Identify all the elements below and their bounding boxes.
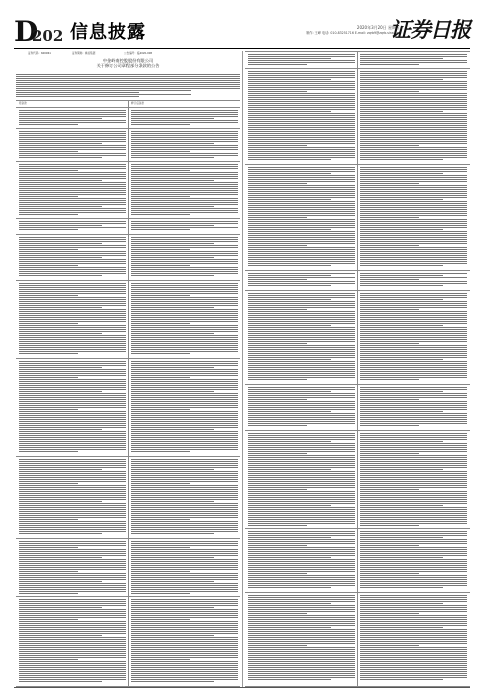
stock-abbr-label: 证券简称：株冶集团 bbox=[72, 52, 96, 55]
table-cell-text bbox=[248, 531, 355, 589]
table-rule bbox=[16, 280, 240, 281]
table-cell-text bbox=[19, 164, 126, 216]
table-cell-text bbox=[19, 459, 126, 535]
table-rule bbox=[16, 456, 240, 457]
page-bottom-rule bbox=[14, 687, 470, 688]
table-cell-text bbox=[19, 361, 126, 453]
table-rule bbox=[245, 592, 470, 593]
table-column-rule bbox=[357, 51, 358, 686]
table-rule bbox=[245, 686, 470, 687]
table-rule bbox=[245, 68, 470, 69]
table-cell-text bbox=[360, 595, 467, 681]
table-cell-text bbox=[19, 541, 126, 595]
table-rule bbox=[245, 164, 470, 165]
newspaper-logo: 证券日报 bbox=[390, 17, 470, 42]
company-name: 中金岭南控股股份有限公司 bbox=[102, 58, 154, 63]
table-cell-text bbox=[131, 599, 238, 683]
masthead bbox=[14, 15, 470, 49]
table-rule bbox=[16, 161, 240, 162]
table-cell-text bbox=[360, 293, 467, 381]
table-rule bbox=[245, 528, 470, 529]
table-cell-text bbox=[248, 273, 355, 287]
column-header-original: 原条款 bbox=[19, 102, 27, 105]
table-rule bbox=[16, 218, 240, 219]
column-header-revised: 修订后条款 bbox=[131, 102, 144, 105]
table-cell-text bbox=[131, 283, 238, 355]
table-cell-text bbox=[131, 221, 238, 231]
table-cell-text bbox=[360, 531, 467, 589]
page-half-divider bbox=[242, 51, 243, 687]
table-cell-text bbox=[360, 387, 467, 427]
announcement-number: 公告编号：临2020-008 bbox=[124, 52, 153, 55]
table-cell-text bbox=[19, 221, 126, 231]
table-cell-text bbox=[131, 541, 238, 595]
notice-headline bbox=[16, 52, 240, 72]
table-rule bbox=[16, 538, 240, 539]
section-letter: D bbox=[14, 15, 39, 48]
table-rule bbox=[245, 270, 470, 271]
table-cell-text bbox=[19, 110, 126, 126]
table-cell-text bbox=[131, 164, 238, 216]
table-cell-text bbox=[19, 283, 126, 355]
masthead-date: 2020年3月20日 星期五 bbox=[356, 25, 400, 30]
notice-code-row bbox=[16, 52, 240, 56]
table-cell-text bbox=[19, 131, 126, 159]
stock-code-label: 证券代码：600961 bbox=[28, 52, 51, 55]
section-title: 信息披露 bbox=[70, 22, 146, 43]
table-rule bbox=[245, 430, 470, 431]
table-rule bbox=[16, 358, 240, 359]
table-cell-text bbox=[19, 599, 126, 683]
table-rule bbox=[245, 290, 470, 291]
table-cell-text bbox=[248, 54, 355, 66]
table-cell-text bbox=[248, 387, 355, 427]
table-cell-text bbox=[360, 167, 467, 267]
table-cell-text bbox=[360, 71, 467, 161]
table-cell-text bbox=[131, 131, 238, 159]
table-cell-text bbox=[360, 433, 467, 527]
table-rule bbox=[245, 384, 470, 385]
table-cell-text bbox=[248, 433, 355, 527]
table-cell-text bbox=[131, 459, 238, 535]
table-cell-text bbox=[248, 595, 355, 681]
table-cell-text bbox=[131, 110, 238, 126]
table-cell-text bbox=[360, 273, 467, 287]
table-cell-text bbox=[248, 167, 355, 267]
table-cell-text bbox=[131, 361, 238, 453]
notice-title: 关于修订公司章程部分条款的公告 bbox=[96, 63, 160, 68]
table-rule bbox=[16, 596, 240, 597]
table-cell-text bbox=[131, 237, 238, 277]
table-cell-text bbox=[19, 237, 126, 277]
intro-paragraph bbox=[16, 74, 240, 98]
table-cell-text bbox=[248, 293, 355, 381]
table-rule bbox=[16, 234, 240, 235]
table-cell-text bbox=[248, 71, 355, 161]
table-column-rule bbox=[128, 100, 129, 686]
section-number: 202 bbox=[32, 27, 64, 45]
table-rule bbox=[16, 686, 240, 687]
table-rule bbox=[16, 128, 240, 129]
table-cell-text bbox=[360, 54, 467, 66]
masthead-contact: 制作: 王峰 电话: 010-83251716 E-mail: zqrb9@zqrb.sina.net bbox=[306, 31, 400, 35]
